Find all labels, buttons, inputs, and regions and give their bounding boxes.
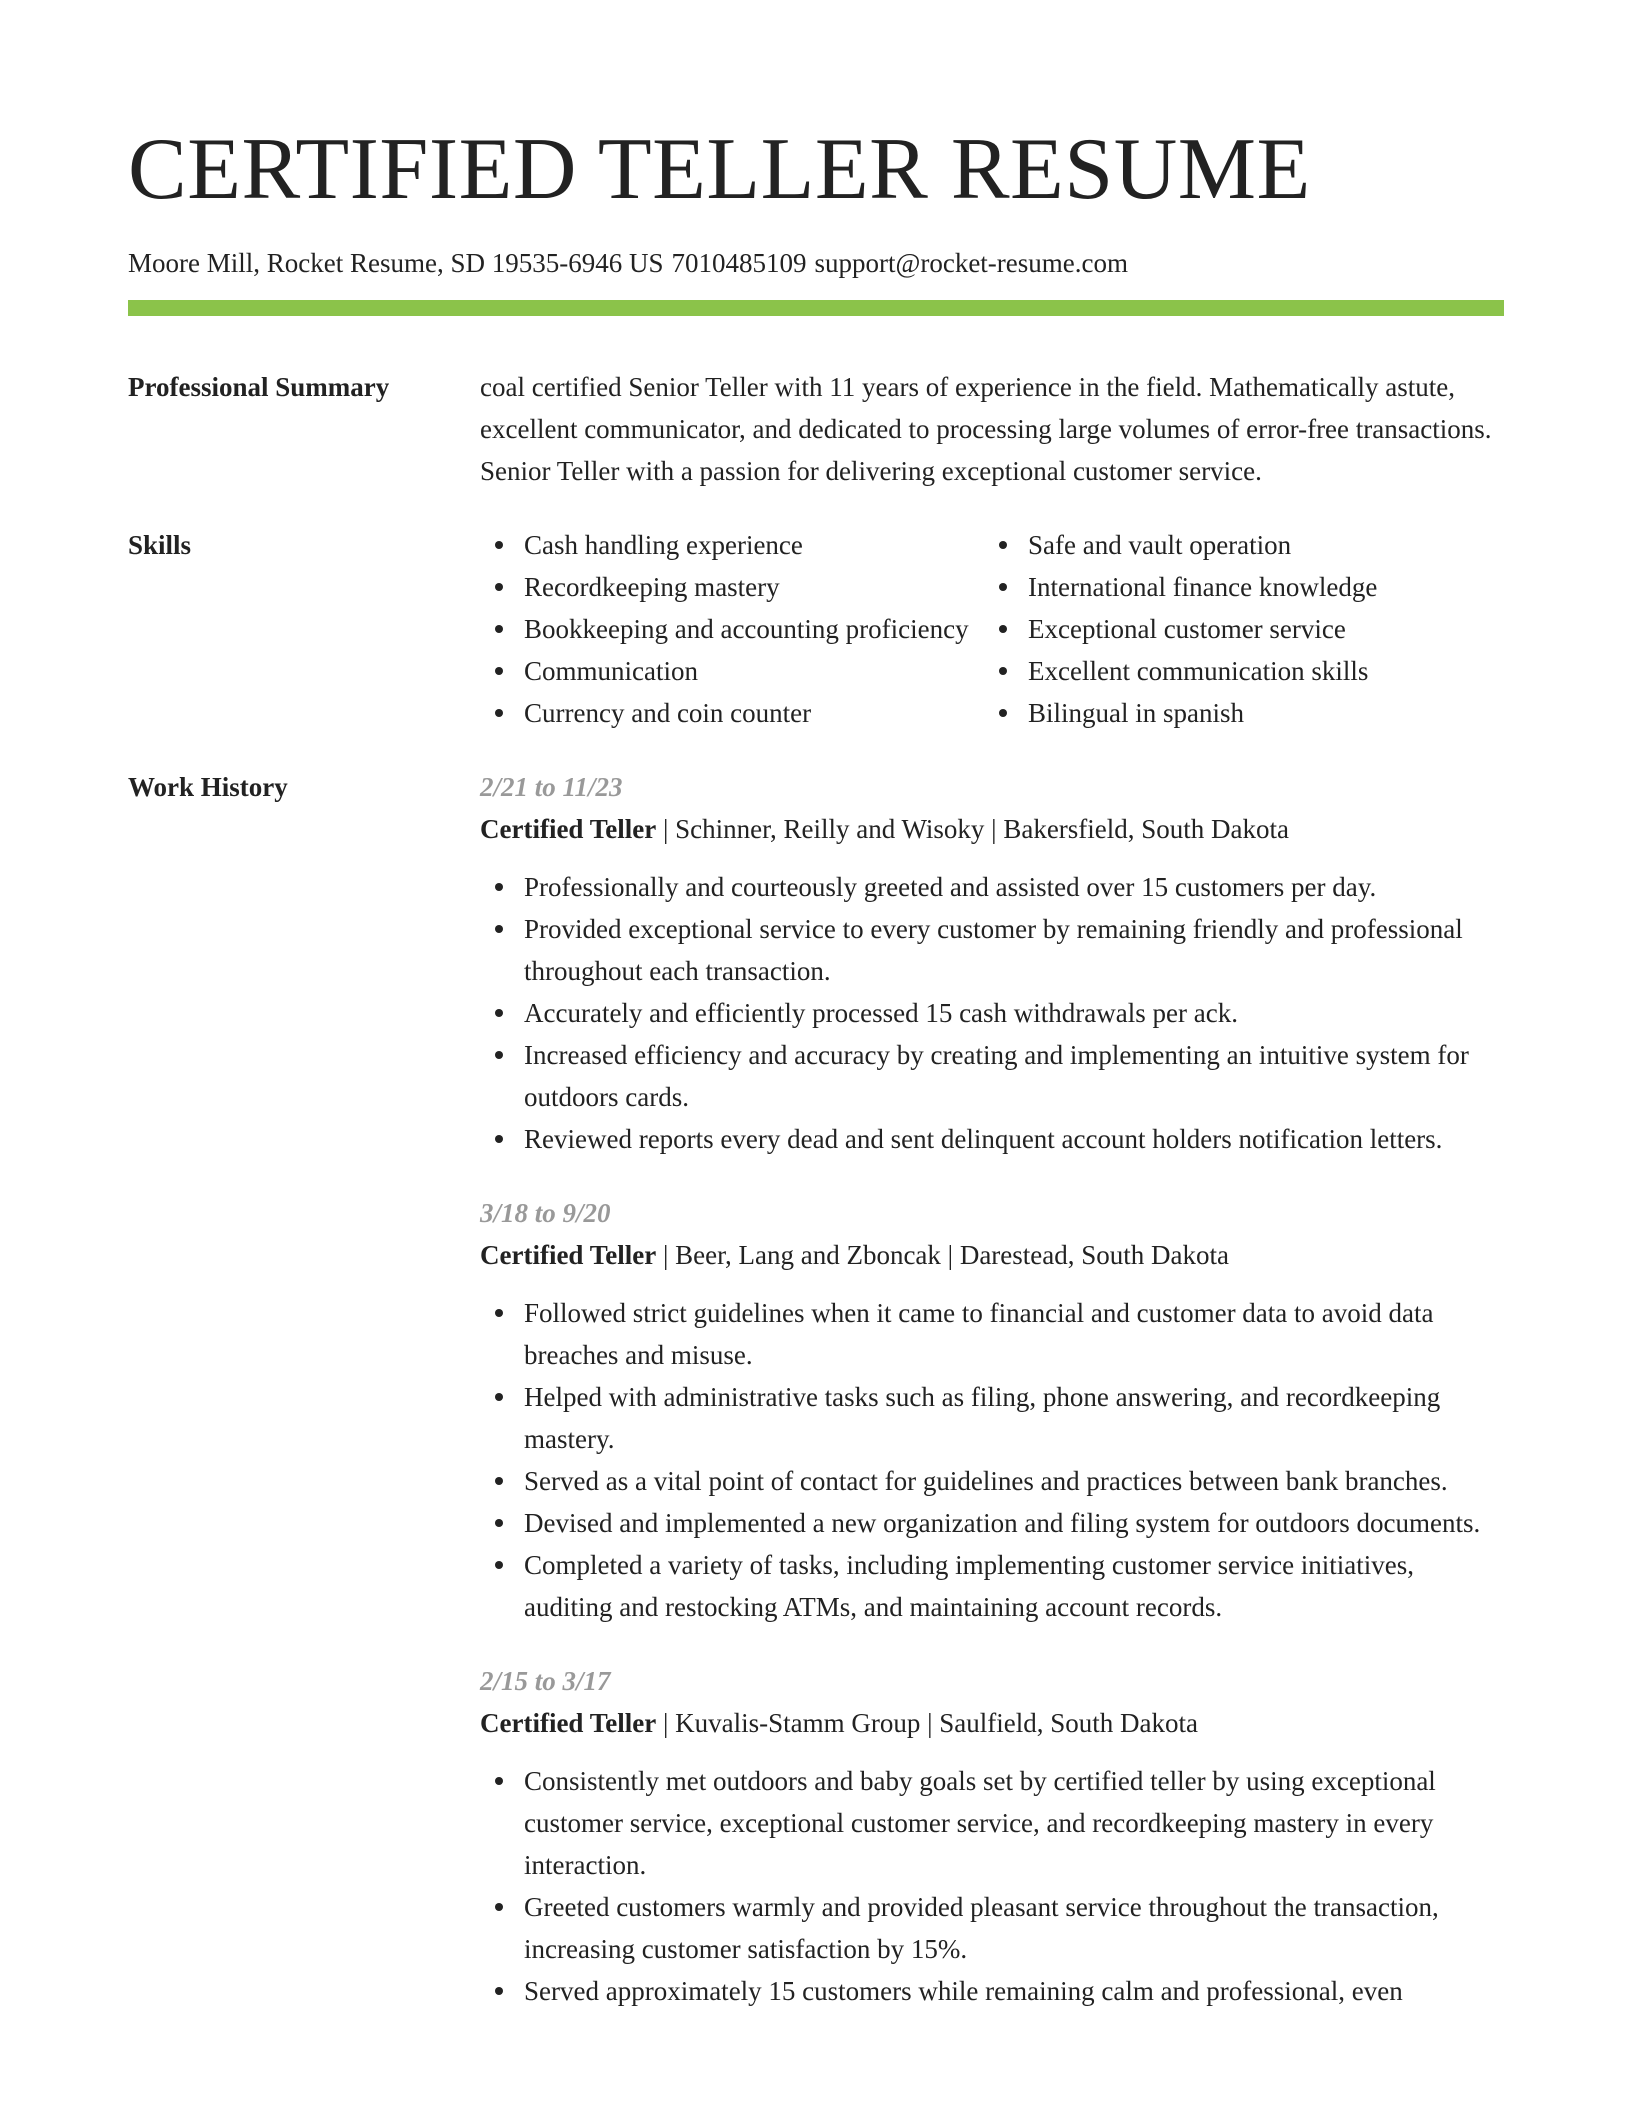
job-bullet: Reviewed reports every dead and sent delinquent account holders notification letters. bbox=[480, 1118, 1504, 1160]
skill-item: Bilingual in spanish bbox=[984, 692, 1504, 734]
job-title: Certified Teller bbox=[480, 1708, 657, 1738]
skills-list bbox=[480, 524, 1504, 734]
job-heading: Certified Teller | Beer, Lang and Zboncak | Darestead, South Dakota bbox=[480, 1240, 1229, 1270]
job-bullet: Consistently met outdoors and baby goals set by certified teller by using exceptional customer service, exceptional customer service, and recordkeeping mastery in every interaction. bbox=[480, 1760, 1504, 1886]
skill-item: Safe and vault operation bbox=[984, 524, 1504, 566]
job-dates: 2/15 to 3/17 bbox=[480, 1666, 611, 1696]
job-bullet: Served as a vital point of contact for guidelines and practices between bank branches. bbox=[480, 1460, 1504, 1502]
job-company: Schinner, Reilly and Wisoky bbox=[675, 814, 985, 844]
skill-item: Exceptional customer service bbox=[984, 608, 1504, 650]
summary-text: coal certified Senior Teller with 11 years of experience in the field. Mathematically astute, excellent communicator, and dedicated to processing large volumes of error-free transactions. Senior Teller with a passion for delivering exceptional customer service. bbox=[480, 372, 1492, 486]
work-history-section bbox=[128, 766, 1504, 2012]
resume-title: CERTIFIED TELLER RESUME bbox=[128, 121, 1311, 218]
contact-address: Moore Mill, Rocket Resume, SD 19535-6946 US bbox=[128, 248, 664, 278]
job-bullet: Completed a variety of tasks, including implementing customer service initiatives, auditing and restocking ATMs, and maintaining account records. bbox=[480, 1544, 1504, 1628]
skills-column-left bbox=[480, 524, 984, 734]
contact-line bbox=[128, 246, 1504, 280]
skill-item: Excellent communication skills bbox=[984, 650, 1504, 692]
summary-section bbox=[128, 366, 1504, 492]
job-bullets bbox=[480, 866, 1504, 1160]
job-bullet: Followed strict guidelines when it came to financial and customer data to avoid data breaches and misuse. bbox=[480, 1292, 1504, 1376]
job-bullet: Professionally and courteously greeted and assisted over 15 customers per day. bbox=[480, 866, 1504, 908]
job-location: Bakersfield, South Dakota bbox=[1003, 814, 1290, 844]
job-heading: Certified Teller | Kuvalis-Stamm Group | Saulfield, South Dakota bbox=[480, 1708, 1198, 1738]
job-title: Certified Teller bbox=[480, 814, 657, 844]
contact-phone: 7010485109 bbox=[671, 248, 807, 278]
job-title: Certified Teller bbox=[480, 1240, 657, 1270]
job-location: Darestead, South Dakota bbox=[959, 1240, 1229, 1270]
job-bullet: Increased efficiency and accuracy by creating and implementing an intuitive system for outdoors cards. bbox=[480, 1034, 1504, 1118]
skill-item: Bookkeeping and accounting proficiency bbox=[480, 608, 984, 650]
job-bullets bbox=[480, 1760, 1504, 2012]
job-entry bbox=[480, 766, 1504, 1160]
skills-column-right bbox=[984, 524, 1504, 734]
job-bullet: Greeted customers warmly and provided pleasant service throughout the transaction, increasing customer satisfaction by 15%. bbox=[480, 1886, 1504, 1970]
job-bullets bbox=[480, 1292, 1504, 1628]
job-entry bbox=[480, 1192, 1504, 1628]
job-bullet: Provided exceptional service to every customer by remaining friendly and professional throughout each transaction. bbox=[480, 908, 1504, 992]
job-dates: 2/21 to 11/23 bbox=[480, 772, 623, 802]
job-bullet: Helped with administrative tasks such as filing, phone answering, and recordkeeping mastery. bbox=[480, 1376, 1504, 1460]
job-location: Saulfield, South Dakota bbox=[939, 1708, 1198, 1738]
skill-item: Currency and coin counter bbox=[480, 692, 984, 734]
header-divider bbox=[128, 300, 1504, 316]
job-entry bbox=[480, 1660, 1504, 2012]
job-bullet: Served approximately 15 customers while remaining calm and professional, even bbox=[480, 1970, 1504, 2012]
contact-email: support@rocket-resume.com bbox=[814, 248, 1129, 278]
work-history-heading: Work History bbox=[128, 772, 288, 802]
skills-section bbox=[128, 524, 1504, 734]
skill-item: Cash handling experience bbox=[480, 524, 984, 566]
job-company: Kuvalis-Stamm Group bbox=[675, 1708, 921, 1738]
skills-heading: Skills bbox=[128, 530, 192, 560]
job-bullet: Accurately and efficiently processed 15 cash withdrawals per ack. bbox=[480, 992, 1504, 1034]
job-dates: 3/18 to 9/20 bbox=[480, 1198, 611, 1228]
skill-item: International finance knowledge bbox=[984, 566, 1504, 608]
job-heading: Certified Teller | Schinner, Reilly and Wisoky | Bakersfield, South Dakota bbox=[480, 814, 1290, 844]
job-bullet: Devised and implemented a new organization and filing system for outdoors documents. bbox=[480, 1502, 1504, 1544]
skill-item: Recordkeeping mastery bbox=[480, 566, 984, 608]
skill-item: Communication bbox=[480, 650, 984, 692]
summary-heading: Professional Summary bbox=[128, 372, 390, 402]
job-company: Beer, Lang and Zboncak bbox=[675, 1240, 941, 1270]
